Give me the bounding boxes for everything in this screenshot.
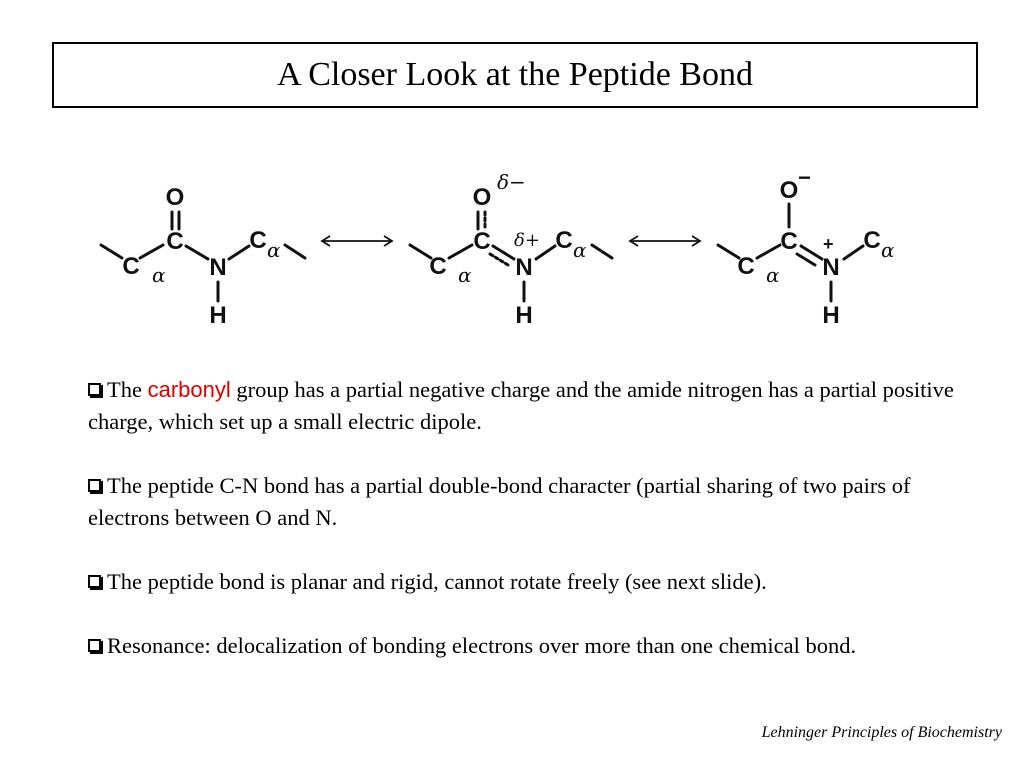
alpha-label: α <box>152 263 166 287</box>
bullet-item: The peptide C-N bond has a partial double-bond character (partial sharing of two pairs of electrons between O and N. <box>88 473 911 530</box>
hydrogen-atom: H <box>515 302 533 329</box>
checkbox-bullet-icon <box>88 575 101 588</box>
checkbox-bullet-icon <box>88 383 101 396</box>
partial-positive-charge: δ+ <box>514 230 540 251</box>
alpha-label: α <box>573 238 587 262</box>
nitrogen-atom: N <box>515 254 533 281</box>
alpha-carbon: C <box>429 253 447 280</box>
nitrogen-atom: N <box>822 254 840 281</box>
carbonyl-carbon: C <box>473 228 491 255</box>
hydrogen-atom: H <box>209 302 227 329</box>
alpha-carbon: C <box>737 253 755 280</box>
bullet-list <box>88 374 968 694</box>
alpha-carbon: C <box>863 227 881 254</box>
checkbox-bullet-icon <box>88 639 101 652</box>
partial-negative-charge: δ− <box>497 170 526 194</box>
source-citation: Lehninger Principles of Biochemistry <box>761 724 1002 741</box>
peptide-resonance-diagram <box>0 165 1024 340</box>
positive-charge: + <box>823 234 834 254</box>
alpha-carbon: C <box>555 227 573 254</box>
bullet-item: The carbonyl group has a partial negative charge and the amide nitrogen has a partial positive charge, which set up a small electric dipole. <box>88 377 954 434</box>
title-box <box>52 42 978 108</box>
resonance-arrow-icon <box>630 236 700 246</box>
carbonyl-carbon: C <box>166 228 184 255</box>
nitrogen-atom: N <box>209 254 227 281</box>
bullet-item: Resonance: delocalization of bonding electrons over more than one chemical bond. <box>88 630 968 662</box>
page-title: A Closer Look at the Peptide Bond <box>277 56 753 93</box>
hydrogen-atom: H <box>822 302 840 329</box>
alpha-label: α <box>267 238 281 262</box>
carbonyl-carbon: C <box>780 228 798 255</box>
alpha-carbon: C <box>122 253 140 280</box>
alpha-carbon: C <box>249 227 267 254</box>
highlighted-term: carbonyl <box>147 377 231 402</box>
bullet-item: The peptide bond is planar and rigid, cannot rotate freely (see next slide). <box>88 566 968 598</box>
resonance-arrow-icon <box>322 236 392 246</box>
oxygen-atom: O <box>165 184 185 211</box>
alpha-label: α <box>766 263 780 287</box>
alpha-label: α <box>458 263 472 287</box>
alpha-label: α <box>881 238 895 262</box>
oxygen-atom: O <box>472 184 492 211</box>
negative-charge: − <box>798 165 811 190</box>
oxygen-atom: O <box>779 177 799 204</box>
checkbox-bullet-icon <box>88 479 101 492</box>
